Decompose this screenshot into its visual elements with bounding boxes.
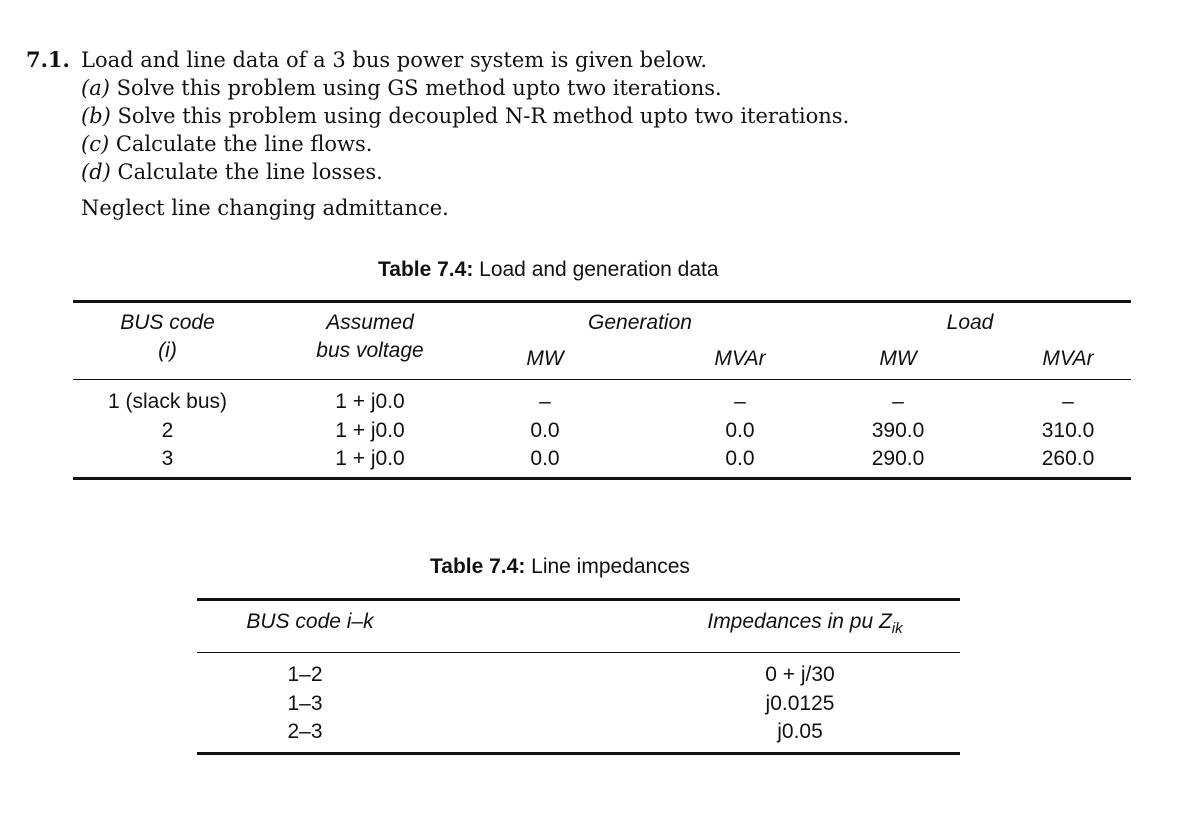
t1-row1-gen-mvar: – <box>734 390 746 413</box>
t1-row3-bus: 3 <box>161 447 174 470</box>
part-b-text: Solve this problem using decoupled N-R method upto two iterations. <box>117 104 850 128</box>
table1-caption <box>378 258 719 282</box>
t2-row2-bus: 1–3 <box>287 692 323 715</box>
t1-row2-gen-mw: 0.0 <box>530 419 560 442</box>
t1-row1-voltage: 1 + j0.0 <box>335 390 405 413</box>
t1-row1-load-mw: – <box>892 390 904 413</box>
table1-caption-bold: Table 7.4: <box>378 258 474 281</box>
part-a-label: (a) <box>81 76 110 100</box>
t1-header-load-mw: MW <box>879 347 917 370</box>
t1-row3-gen-mvar: 0.0 <box>725 447 755 470</box>
t2-row2-impedance: j0.0125 <box>765 692 835 715</box>
t2-header-impedance: Impedances in pu Z <box>707 610 892 633</box>
problem-number: 7.1. <box>26 47 70 72</box>
t1-header-load: Load <box>946 311 994 334</box>
problem-statement <box>26 46 1146 222</box>
problem-parts <box>81 74 1146 186</box>
problem-intro: Load and line data of a 3 bus power system is given below. <box>81 48 708 72</box>
t1-row1-bus: 1 (slack bus) <box>107 390 228 413</box>
t1-header-generation: Generation <box>588 311 692 334</box>
table1-header-rule <box>73 379 1131 380</box>
t2-row3-impedance: j0.05 <box>777 720 823 743</box>
part-c-text: Calculate the line flows. <box>115 132 373 156</box>
t2-header-impedance-sub: ik <box>891 620 903 638</box>
t2-row1-impedance: 0 + j/30 <box>765 663 835 686</box>
table2-header-rule <box>197 652 960 653</box>
t1-header-gen-mw: MW <box>526 347 564 370</box>
t1-row3-gen-mw: 0.0 <box>530 447 560 470</box>
t2-header-bus-code: BUS code i–k <box>246 610 374 633</box>
t2-header-impedance-wrap <box>660 610 950 637</box>
problem-intro-line <box>26 46 1146 74</box>
t1-row2-bus: 2 <box>161 419 174 442</box>
t1-header-bus-code-sub: (i) <box>158 339 177 362</box>
table1-bottom-rule <box>73 477 1131 480</box>
t1-header-load-mvar: MVAr <box>1042 347 1094 370</box>
t1-row1-load-mvar: – <box>1062 390 1074 413</box>
part-c-label: (c) <box>81 132 110 156</box>
t1-header-assumed: Assumed <box>326 311 414 334</box>
table2-caption-bold: Table 7.4: <box>430 555 526 578</box>
part-d <box>81 158 1146 186</box>
t1-header-gen-mvar: MVAr <box>714 347 766 370</box>
t2-row1-bus: 1–2 <box>287 663 323 686</box>
t1-row3-load-mw: 290.0 <box>871 447 925 470</box>
table1-top-rule <box>73 300 1131 303</box>
part-d-label: (d) <box>81 160 111 184</box>
table1-caption-text: Load and generation data <box>473 258 719 281</box>
t1-row2-load-mw: 390.0 <box>871 419 925 442</box>
t1-row2-load-mvar: 310.0 <box>1041 419 1095 442</box>
table2-bottom-rule <box>197 752 960 755</box>
part-b-label: (b) <box>81 104 111 128</box>
t1-row3-load-mvar: 260.0 <box>1041 447 1095 470</box>
part-b <box>81 102 1146 130</box>
table2-caption <box>430 555 690 579</box>
t1-header-assumed-sub: bus voltage <box>316 339 424 362</box>
part-c <box>81 130 1146 158</box>
part-a-text: Solve this problem using GS method upto two iterations. <box>116 76 722 100</box>
table2-top-rule <box>197 598 960 601</box>
t2-row3-bus: 2–3 <box>287 720 323 743</box>
t1-header-bus-code: BUS code <box>120 311 215 334</box>
part-a <box>81 74 1146 102</box>
t1-row1-gen-mw: – <box>539 390 551 413</box>
t1-row2-gen-mvar: 0.0 <box>725 419 755 442</box>
t1-row3-voltage: 1 + j0.0 <box>335 447 405 470</box>
part-d-text: Calculate the line losses. <box>117 160 383 184</box>
problem-note: Neglect line changing admittance. <box>81 196 449 220</box>
t1-row2-voltage: 1 + j0.0 <box>335 419 405 442</box>
table2-caption-text: Line impedances <box>525 555 690 578</box>
